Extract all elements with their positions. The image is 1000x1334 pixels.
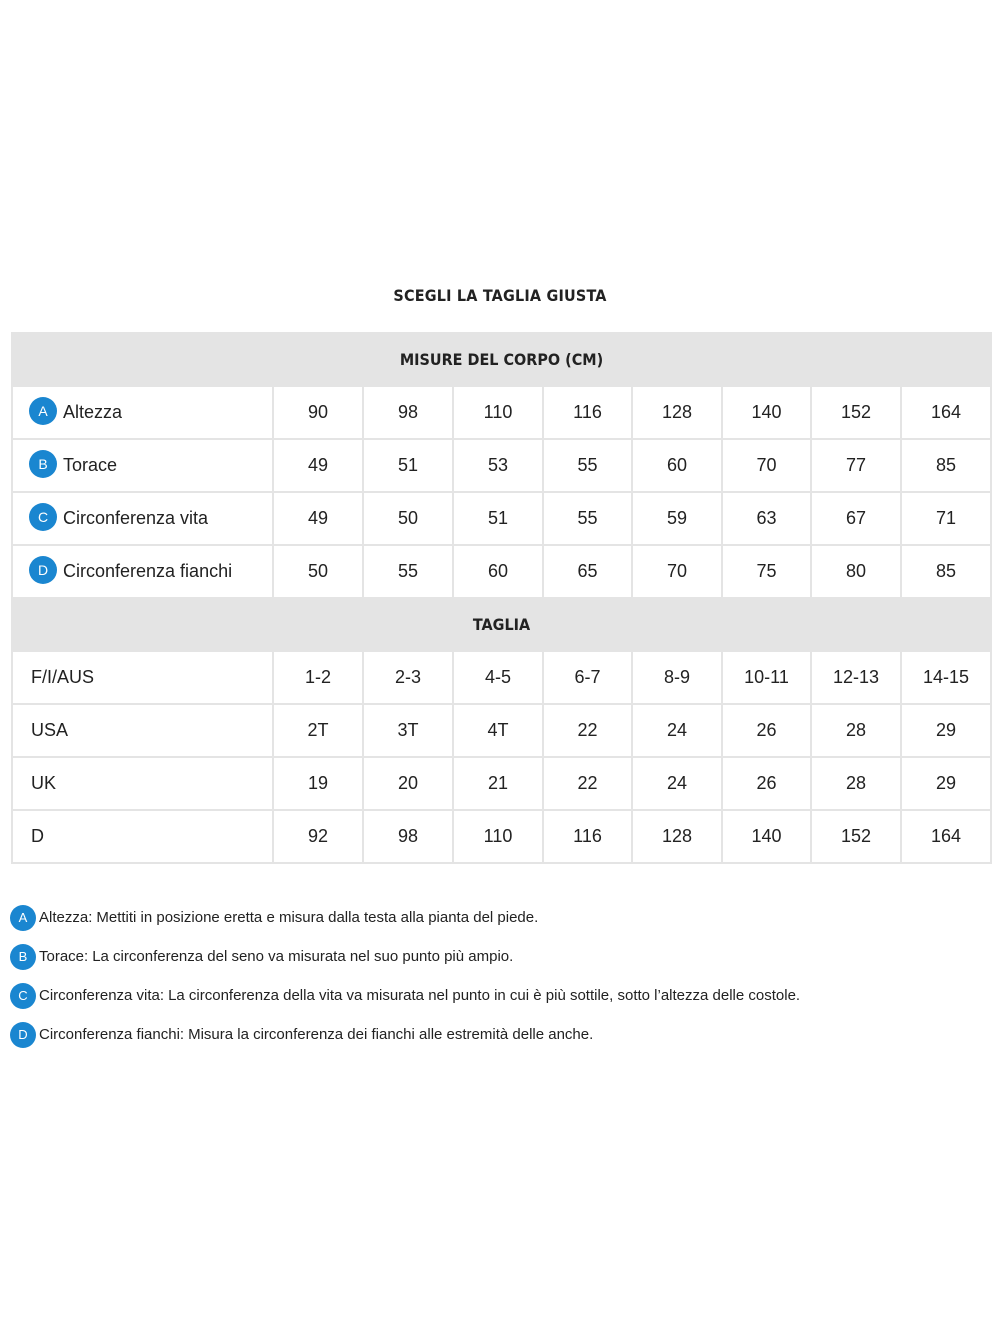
note-circonferenza-vita <box>10 976 990 1015</box>
table-cell: 55 <box>543 492 632 545</box>
table-row <box>12 651 991 704</box>
table-cell: 8-9 <box>632 651 722 704</box>
table-cell: 85 <box>901 545 991 598</box>
badge-c-icon: C <box>10 983 36 1009</box>
row-label-text: Circonferenza vita <box>63 508 209 528</box>
row-label: D <box>12 810 273 863</box>
badge-b-icon: B <box>29 450 57 478</box>
table-cell: 55 <box>543 439 632 492</box>
table-cell: 77 <box>811 439 901 492</box>
table-cell: 12-13 <box>811 651 901 704</box>
body-measurements-heading: MISURE DEL CORPO (CM) <box>12 333 991 386</box>
badge-a-icon: A <box>10 905 36 931</box>
table-cell: 63 <box>722 492 811 545</box>
table-row <box>12 810 991 863</box>
note-altezza <box>10 898 990 937</box>
note-label: Circonferenza fianchi: <box>39 1026 185 1043</box>
table-cell: 65 <box>543 545 632 598</box>
row-label: F/I/AUS <box>12 651 273 704</box>
table-cell: 2T <box>273 704 363 757</box>
table-cell: 152 <box>811 810 901 863</box>
table-cell: 110 <box>453 810 543 863</box>
note-torace <box>10 937 990 976</box>
table-cell: 49 <box>273 492 363 545</box>
table-cell: 6-7 <box>543 651 632 704</box>
table-cell: 75 <box>722 545 811 598</box>
table-cell: 49 <box>273 439 363 492</box>
badge-b-icon: B <box>10 944 36 970</box>
table-row <box>12 492 991 545</box>
row-label <box>12 386 273 439</box>
table-cell: 92 <box>273 810 363 863</box>
table-cell: 116 <box>543 386 632 439</box>
note-label: Torace: <box>39 948 89 965</box>
table-cell: 28 <box>811 757 901 810</box>
badge-c-icon: C <box>29 503 57 531</box>
table-cell: 4-5 <box>453 651 543 704</box>
body-measurements-header-row <box>12 333 991 386</box>
table-cell: 10-11 <box>722 651 811 704</box>
row-label <box>12 439 273 492</box>
table-cell: 24 <box>632 757 722 810</box>
table-cell: 22 <box>543 704 632 757</box>
table-cell: 29 <box>901 704 991 757</box>
table-cell: 26 <box>722 704 811 757</box>
row-label <box>12 492 273 545</box>
table-cell: 70 <box>632 545 722 598</box>
table-cell: 20 <box>363 757 453 810</box>
table-cell: 59 <box>632 492 722 545</box>
table-cell: 14-15 <box>901 651 991 704</box>
row-label-text: Altezza <box>63 402 123 422</box>
table-row <box>12 386 991 439</box>
table-cell: 21 <box>453 757 543 810</box>
note-text: La circonferenza del seno va misurata nel suo punto più ampio. <box>92 948 514 965</box>
table-cell: 128 <box>632 810 722 863</box>
size-header-row <box>12 598 991 651</box>
page-title: SCEGLI LA TAGLIA GIUSTA <box>393 286 607 305</box>
table-cell: 22 <box>543 757 632 810</box>
table-cell: 51 <box>453 492 543 545</box>
table-cell: 60 <box>453 545 543 598</box>
table-row <box>12 439 991 492</box>
table-cell: 55 <box>363 545 453 598</box>
table-cell: 70 <box>722 439 811 492</box>
table-cell: 140 <box>722 810 811 863</box>
table-cell: 67 <box>811 492 901 545</box>
note-text: Misura la circonferenza dei fianchi alle estremità delle anche. <box>188 1026 594 1043</box>
table-cell: 1-2 <box>273 651 363 704</box>
table-cell: 90 <box>273 386 363 439</box>
table-cell: 53 <box>453 439 543 492</box>
table-cell: 152 <box>811 386 901 439</box>
table-cell: 50 <box>273 545 363 598</box>
badge-d-icon: D <box>10 1022 36 1048</box>
measurement-notes <box>10 898 990 1054</box>
table-cell: 98 <box>363 386 453 439</box>
table-cell: 164 <box>901 810 991 863</box>
table-cell: 26 <box>722 757 811 810</box>
table-row <box>12 704 991 757</box>
note-label: Circonferenza vita: <box>39 987 165 1004</box>
table-cell: 128 <box>632 386 722 439</box>
table-cell: 19 <box>273 757 363 810</box>
table-cell: 29 <box>901 757 991 810</box>
row-label-text: Circonferenza fianchi <box>63 561 233 581</box>
table-cell: 85 <box>901 439 991 492</box>
row-label: UK <box>12 757 273 810</box>
table-cell: 98 <box>363 810 453 863</box>
table-row <box>12 757 991 810</box>
table-cell: 164 <box>901 386 991 439</box>
table-cell: 24 <box>632 704 722 757</box>
table-cell: 28 <box>811 704 901 757</box>
size-heading: TAGLIA <box>12 598 991 651</box>
note-circonferenza-fianchi <box>10 1015 990 1054</box>
note-label: Altezza: <box>39 909 93 926</box>
table-cell: 4T <box>453 704 543 757</box>
note-text: Mettiti in posizione eretta e misura dalla testa alla pianta del piede. <box>96 909 539 926</box>
table-cell: 116 <box>543 810 632 863</box>
table-cell: 71 <box>901 492 991 545</box>
row-label-text: Torace <box>63 455 118 475</box>
table-cell: 3T <box>363 704 453 757</box>
table-row <box>12 545 991 598</box>
row-label: USA <box>12 704 273 757</box>
table-cell: 140 <box>722 386 811 439</box>
badge-d-icon: D <box>29 556 57 584</box>
badge-a-icon: A <box>29 397 57 425</box>
row-label <box>12 545 273 598</box>
table-cell: 51 <box>363 439 453 492</box>
table-cell: 80 <box>811 545 901 598</box>
table-cell: 60 <box>632 439 722 492</box>
table-cell: 50 <box>363 492 453 545</box>
table-cell: 2-3 <box>363 651 453 704</box>
note-text: La circonferenza della vita va misurata nel punto in cui è più sottile, sotto l’altezza delle costole. <box>168 987 801 1004</box>
table-cell: 110 <box>453 386 543 439</box>
size-chart-table <box>11 332 992 864</box>
